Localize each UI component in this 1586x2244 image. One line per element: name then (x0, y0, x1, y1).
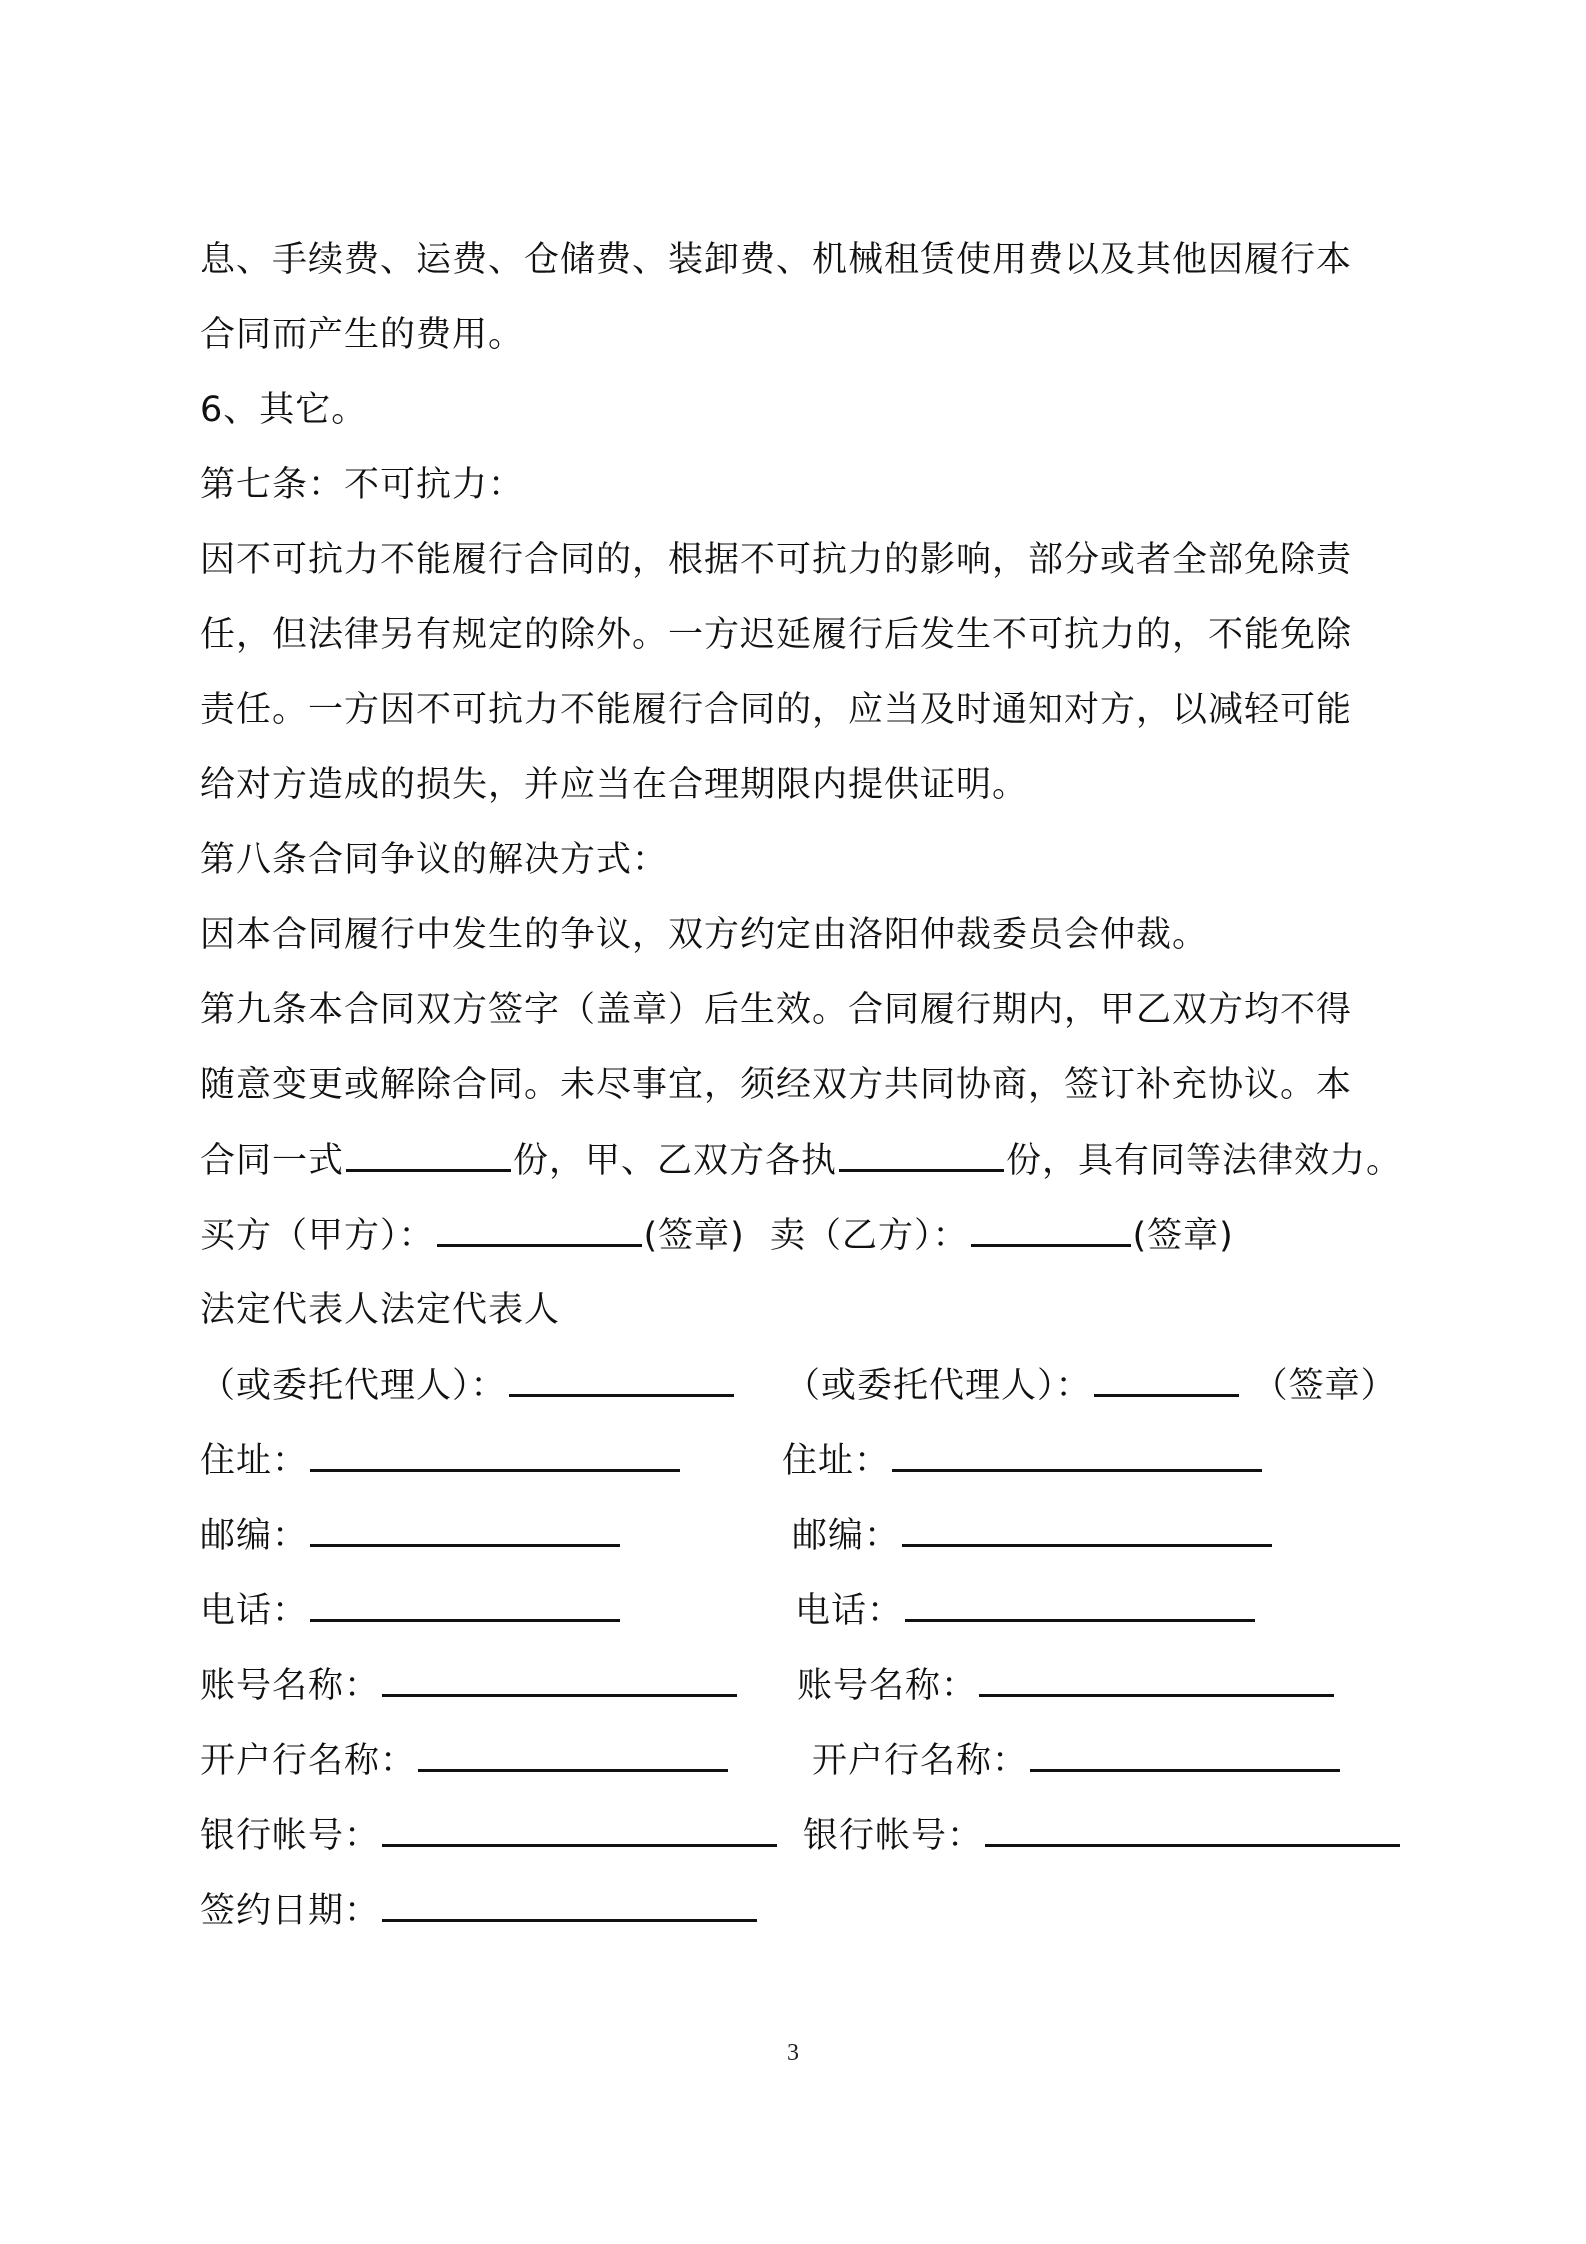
bank-account-right-blank (985, 1810, 1400, 1847)
agent-right-seal: （签章） (1252, 1366, 1397, 1406)
postcode-right-blank (902, 1510, 1272, 1547)
clause-heading-dispute: 第八条合同争议的解决方式： (200, 840, 669, 880)
copies-line (200, 1135, 1402, 1185)
agent-right-label: （或委托代理人）： (785, 1366, 1092, 1406)
bank-name-right-label: 开户行名称： (812, 1741, 1029, 1781)
agent-left-blank (509, 1360, 734, 1397)
postcode-left-blank (310, 1510, 620, 1547)
field-row-postcode (200, 1510, 1400, 1560)
bank-account-left-label: 银行帐号： (200, 1816, 381, 1856)
paragraph-line: 因本合同履行中发生的争议，双方约定由洛阳仲裁委员会仲裁。 (200, 915, 1209, 955)
buyer-label: 买方（甲方）： (200, 1216, 435, 1256)
signing-date-blank (382, 1885, 757, 1922)
postcode-right-label: 邮编： (792, 1516, 901, 1556)
paragraph-line: 息、手续费、运费、仓储费、装卸费、机械租赁使用费以及其他因履行本 (200, 240, 1353, 280)
bank-account-left-blank (382, 1810, 777, 1847)
clause-item-other: 6、其它。 (200, 390, 368, 430)
account-name-left-label: 账号名称： (200, 1666, 381, 1706)
phone-right-label: 电话： (795, 1591, 904, 1631)
paragraph-line: 合同而产生的费用。 (200, 315, 525, 355)
phone-right-blank (905, 1585, 1255, 1622)
postcode-left-label: 邮编： (200, 1516, 309, 1556)
address-left-label: 住址： (200, 1441, 309, 1481)
copies-each-blank (839, 1135, 1004, 1172)
party-signature-row (200, 1210, 1400, 1260)
seller-label: 卖（乙方）： (770, 1216, 969, 1256)
account-name-right-blank (979, 1660, 1334, 1697)
paragraph-line: 随意变更或解除合同。未尽事宜，须经双方共同协商，签订补充协议。本 (200, 1065, 1353, 1105)
clause-heading-force-majeure: 第七条：不可抗力： (200, 465, 525, 505)
buyer-seal: (签章) (643, 1216, 745, 1256)
seller-seal: (签章) (1132, 1216, 1234, 1256)
bank-name-right-blank (1030, 1735, 1340, 1772)
field-row-bank-account (200, 1810, 1450, 1860)
copies-text-3: 份，具有同等法律效力。 (1006, 1141, 1403, 1181)
agent-left-label: （或委托代理人）： (200, 1366, 507, 1406)
copies-total-blank (346, 1135, 511, 1172)
bank-name-left-blank (418, 1735, 728, 1772)
clause-heading-effectiveness: 第九条本合同双方签字（盖章）后生效。合同履行期内，甲乙双方均不得 (200, 990, 1353, 1030)
seller-group (770, 1210, 1234, 1261)
agent-right-group (785, 1360, 1397, 1411)
paragraph-line: 因不可抗力不能履行合同的，根据不可抗力的影响，部分或者全部免除责 (200, 540, 1353, 580)
signing-date-row (200, 1885, 759, 1935)
account-name-right-label: 账号名称： (797, 1666, 978, 1706)
copies-text-1: 合同一式 (200, 1141, 345, 1181)
address-left-blank (310, 1435, 680, 1472)
bank-name-left-label: 开户行名称： (200, 1741, 417, 1781)
agent-row (200, 1360, 1400, 1410)
paragraph-line: 给对方造成的损失，并应当在合理期限内提供证明。 (200, 765, 1029, 805)
agent-right-blank (1094, 1360, 1239, 1397)
signing-date-label: 签约日期： (200, 1891, 381, 1931)
field-row-address (200, 1435, 1400, 1485)
buyer-signature-blank (437, 1210, 642, 1247)
address-right-label: 住址： (782, 1441, 891, 1481)
account-name-left-blank (382, 1660, 737, 1697)
legal-representative-label: 法定代表人法定代表人 (200, 1290, 561, 1330)
phone-left-label: 电话： (200, 1591, 309, 1631)
field-row-bank-name (200, 1735, 1400, 1785)
seller-signature-blank (971, 1210, 1131, 1247)
paragraph-line: 任，但法律另有规定的除外。一方迟延履行后发生不可抗力的，不能免除 (200, 615, 1353, 655)
field-row-account-name (200, 1660, 1400, 1710)
phone-left-blank (310, 1585, 620, 1622)
copies-text-2: 份，甲、乙双方各执 (513, 1141, 838, 1181)
page-number: 3 (787, 2040, 799, 2066)
paragraph-line: 责任。一方因不可抗力不能履行合同的，应当及时通知对方，以减轻可能 (200, 690, 1353, 730)
address-right-blank (892, 1435, 1262, 1472)
field-row-phone (200, 1585, 1400, 1635)
bank-account-right-label: 银行帐号： (803, 1816, 984, 1856)
